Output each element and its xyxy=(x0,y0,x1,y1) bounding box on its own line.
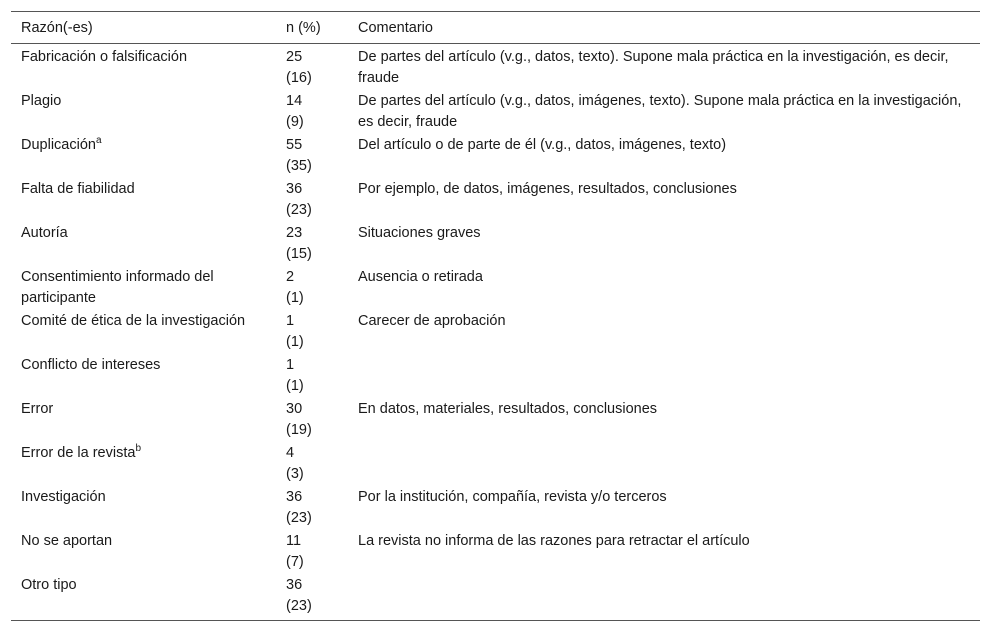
cell-reason xyxy=(11,177,276,221)
table-row xyxy=(11,573,980,621)
cell-comment: De partes del artículo (v.g., datos, texto). Supone mala práctica en la investigación, es decir, fraude xyxy=(358,49,949,86)
reason-text: Plagio xyxy=(21,93,62,109)
cell-reason xyxy=(11,309,276,353)
cell-n-pct xyxy=(276,265,348,309)
reason-text: No se aportan xyxy=(21,533,113,549)
cell-comment: De partes del artículo (v.g., datos, imágenes, texto). Supone mala práctica en la investigación, es decir, fraude xyxy=(358,93,962,130)
cell-n-pct xyxy=(276,309,348,353)
percent-value: (1) xyxy=(286,378,304,394)
reason-text: Autoría xyxy=(21,225,68,241)
count-value: 23 xyxy=(286,225,303,241)
cell-comment xyxy=(348,353,980,397)
cell-reason xyxy=(11,441,276,485)
cell-comment: Por ejemplo, de datos, imágenes, resultados, conclusiones xyxy=(358,181,737,197)
cell-comment: En datos, materiales, resultados, conclusiones xyxy=(358,401,658,417)
cell-reason xyxy=(11,485,276,529)
cell-n-pct xyxy=(276,133,348,177)
cell-n-pct xyxy=(276,44,348,90)
footnote-marker: b xyxy=(135,443,141,455)
count-value: 36 xyxy=(286,577,303,593)
cell-n-pct xyxy=(276,177,348,221)
reason-text: Investigación xyxy=(21,489,106,505)
reason-text: Comité de ética de la investigación xyxy=(21,313,246,329)
reason-text: Error xyxy=(21,401,54,417)
count-value: 14 xyxy=(286,93,303,109)
retraction-reasons-table-container xyxy=(11,11,980,621)
table-row xyxy=(11,529,980,573)
table-row xyxy=(11,265,980,309)
cell-comment: Por la institución, compañía, revista y/o terceros xyxy=(358,489,667,505)
percent-value: (15) xyxy=(286,246,312,262)
cell-reason xyxy=(11,529,276,573)
cell-comment xyxy=(348,441,980,485)
cell-comment xyxy=(348,573,980,621)
percent-value: (23) xyxy=(286,202,312,218)
table-row xyxy=(11,133,980,177)
percent-value: (23) xyxy=(286,598,312,614)
cell-n-pct xyxy=(276,441,348,485)
count-value: 30 xyxy=(286,401,303,417)
table-header xyxy=(11,12,980,44)
cell-reason xyxy=(11,265,276,309)
percent-value: (1) xyxy=(286,334,304,350)
header-reason: Razón(-es) xyxy=(11,12,276,44)
count-value: 1 xyxy=(286,357,295,373)
count-value: 36 xyxy=(286,489,303,505)
cell-comment: Carecer de aprobación xyxy=(358,313,506,329)
reason-text: Error de la revista xyxy=(21,445,136,461)
percent-value: (3) xyxy=(286,466,304,482)
percent-value: (7) xyxy=(286,554,304,570)
cell-reason xyxy=(11,44,276,90)
cell-comment: Situaciones graves xyxy=(358,225,481,241)
cell-n-pct xyxy=(276,397,348,441)
cell-n-pct xyxy=(276,529,348,573)
cell-reason xyxy=(11,397,276,441)
count-value: 4 xyxy=(286,445,295,461)
footnote-marker: a xyxy=(95,135,102,147)
reason-text: Consentimiento informado del participante xyxy=(21,269,214,306)
count-value: 11 xyxy=(286,533,302,549)
table-row xyxy=(11,44,980,90)
retraction-reasons-table xyxy=(11,11,980,621)
cell-comment: Del artículo o de parte de él (v.g., datos, imágenes, texto) xyxy=(358,137,727,153)
cell-comment: Ausencia o retirada xyxy=(358,269,483,285)
table-row xyxy=(11,89,980,133)
percent-value: (23) xyxy=(286,510,312,526)
header-n-pct: n (%) xyxy=(276,12,348,44)
table-row xyxy=(11,441,980,485)
table-row xyxy=(11,353,980,397)
reason-text: Falta de fiabilidad xyxy=(21,181,135,197)
table-row xyxy=(11,485,980,529)
cell-reason xyxy=(11,221,276,265)
cell-n-pct xyxy=(276,485,348,529)
count-value: 2 xyxy=(286,269,295,285)
percent-value: (9) xyxy=(286,114,304,130)
table-row xyxy=(11,177,980,221)
cell-reason xyxy=(11,89,276,133)
reason-text: Otro tipo xyxy=(21,577,77,593)
percent-value: (35) xyxy=(286,158,312,174)
percent-value: (1) xyxy=(286,290,304,306)
header-comment: Comentario xyxy=(348,12,980,44)
cell-n-pct xyxy=(276,89,348,133)
table-row xyxy=(11,221,980,265)
reason-text: Conflicto de intereses xyxy=(21,357,161,373)
count-value: 55 xyxy=(286,137,303,153)
cell-reason xyxy=(11,353,276,397)
percent-value: (19) xyxy=(286,422,312,438)
count-value: 25 xyxy=(286,49,303,65)
table-row xyxy=(11,309,980,353)
reason-text: Fabricación o falsificación xyxy=(21,49,188,65)
percent-value: (16) xyxy=(286,70,312,86)
cell-comment: La revista no informa de las razones para retractar el artículo xyxy=(358,533,750,549)
table-body xyxy=(11,44,980,621)
count-value: 36 xyxy=(286,181,303,197)
cell-n-pct xyxy=(276,221,348,265)
count-value: 1 xyxy=(286,313,295,329)
header-row xyxy=(11,12,980,44)
cell-reason xyxy=(11,133,276,177)
table-row xyxy=(11,397,980,441)
reason-text: Duplicación xyxy=(21,137,96,153)
cell-reason xyxy=(11,573,276,621)
cell-n-pct xyxy=(276,573,348,621)
cell-n-pct xyxy=(276,353,348,397)
